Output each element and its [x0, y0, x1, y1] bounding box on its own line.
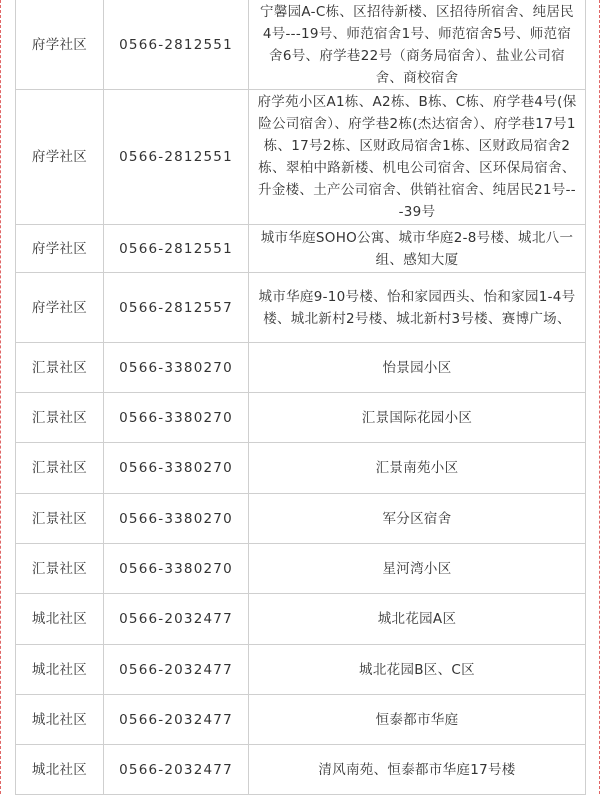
table-row — [16, 343, 586, 393]
table-row — [16, 90, 586, 225]
phone-cell: 0566-2032477 — [104, 594, 249, 645]
area-cell: 汇景国际花园小区 — [249, 393, 586, 443]
table-row — [16, 393, 586, 443]
community-cell: 城北社区 — [16, 645, 104, 695]
table-row — [16, 645, 586, 695]
area-cell: 汇景南苑小区 — [249, 443, 586, 494]
area-cell: 恒泰都市华庭 — [249, 695, 586, 745]
phone-cell: 0566-2812557 — [104, 273, 249, 343]
community-cell: 府学社区 — [16, 0, 104, 90]
phone-cell: 0566-3380270 — [104, 494, 249, 544]
community-cell: 府学社区 — [16, 273, 104, 343]
area-cell: 城市华庭SOHO公寓、城市华庭2-8号楼、城北八一组、感知大厦 — [249, 225, 586, 273]
phone-cell: 0566-2812551 — [104, 225, 249, 273]
phone-cell: 0566-2032477 — [104, 745, 249, 795]
phone-cell: 0566-3380270 — [104, 393, 249, 443]
table-row — [16, 695, 586, 745]
table-row — [16, 594, 586, 645]
community-cell: 汇景社区 — [16, 544, 104, 594]
area-cell: 宁馨园A-C栋、区招待新楼、区招待所宿舍、纯居民4号---19号、师范宿舍1号、师范宿舍5号、师范宿舍6号、府学巷22号（商务局宿舍）、盐业公司宿舍、商校宿舍 — [249, 0, 586, 90]
phone-cell: 0566-2812551 — [104, 0, 249, 90]
table-row — [16, 0, 586, 90]
table-row — [16, 225, 586, 273]
community-cell: 城北社区 — [16, 745, 104, 795]
phone-cell: 0566-2812551 — [104, 90, 249, 225]
area-cell: 城市华庭9-10号楼、怡和家园西头、怡和家园1-4号楼、城北新村2号楼、城北新村3号楼、赛博广场、 — [249, 273, 586, 343]
community-table — [15, 0, 586, 795]
phone-cell: 0566-3380270 — [104, 343, 249, 393]
table-row — [16, 494, 586, 544]
area-cell: 城北花园B区、C区 — [249, 645, 586, 695]
community-cell: 汇景社区 — [16, 494, 104, 544]
community-cell: 汇景社区 — [16, 343, 104, 393]
area-cell: 城北花园A区 — [249, 594, 586, 645]
area-cell: 清风南苑、恒泰都市华庭17号楼 — [249, 745, 586, 795]
community-cell: 汇景社区 — [16, 393, 104, 443]
phone-cell: 0566-2032477 — [104, 695, 249, 745]
phone-cell: 0566-2032477 — [104, 645, 249, 695]
table-row — [16, 443, 586, 494]
table-row — [16, 745, 586, 795]
community-cell: 城北社区 — [16, 695, 104, 745]
phone-cell: 0566-3380270 — [104, 544, 249, 594]
table-row — [16, 273, 586, 343]
area-cell: 怡景园小区 — [249, 343, 586, 393]
community-cell: 汇景社区 — [16, 443, 104, 494]
phone-cell: 0566-3380270 — [104, 443, 249, 494]
area-cell: 府学苑小区A1栋、A2栋、B栋、C栋、府学巷4号(保险公司宿舍）、府学巷2栋(杰达宿舍）、府学巷17号1栋、17号2栋、区财政局宿舍1栋、区财政局宿舍2栋、翠柏中路新楼、机电公司宿舍、区环保局宿舍、升金楼、土产公司宿舍、供销社宿舍、纯居民21号---39号 — [249, 90, 586, 225]
community-cell: 城北社区 — [16, 594, 104, 645]
table-row — [16, 544, 586, 594]
area-cell: 军分区宿舍 — [249, 494, 586, 544]
community-cell: 府学社区 — [16, 90, 104, 225]
community-cell: 府学社区 — [16, 225, 104, 273]
area-cell: 星河湾小区 — [249, 544, 586, 594]
